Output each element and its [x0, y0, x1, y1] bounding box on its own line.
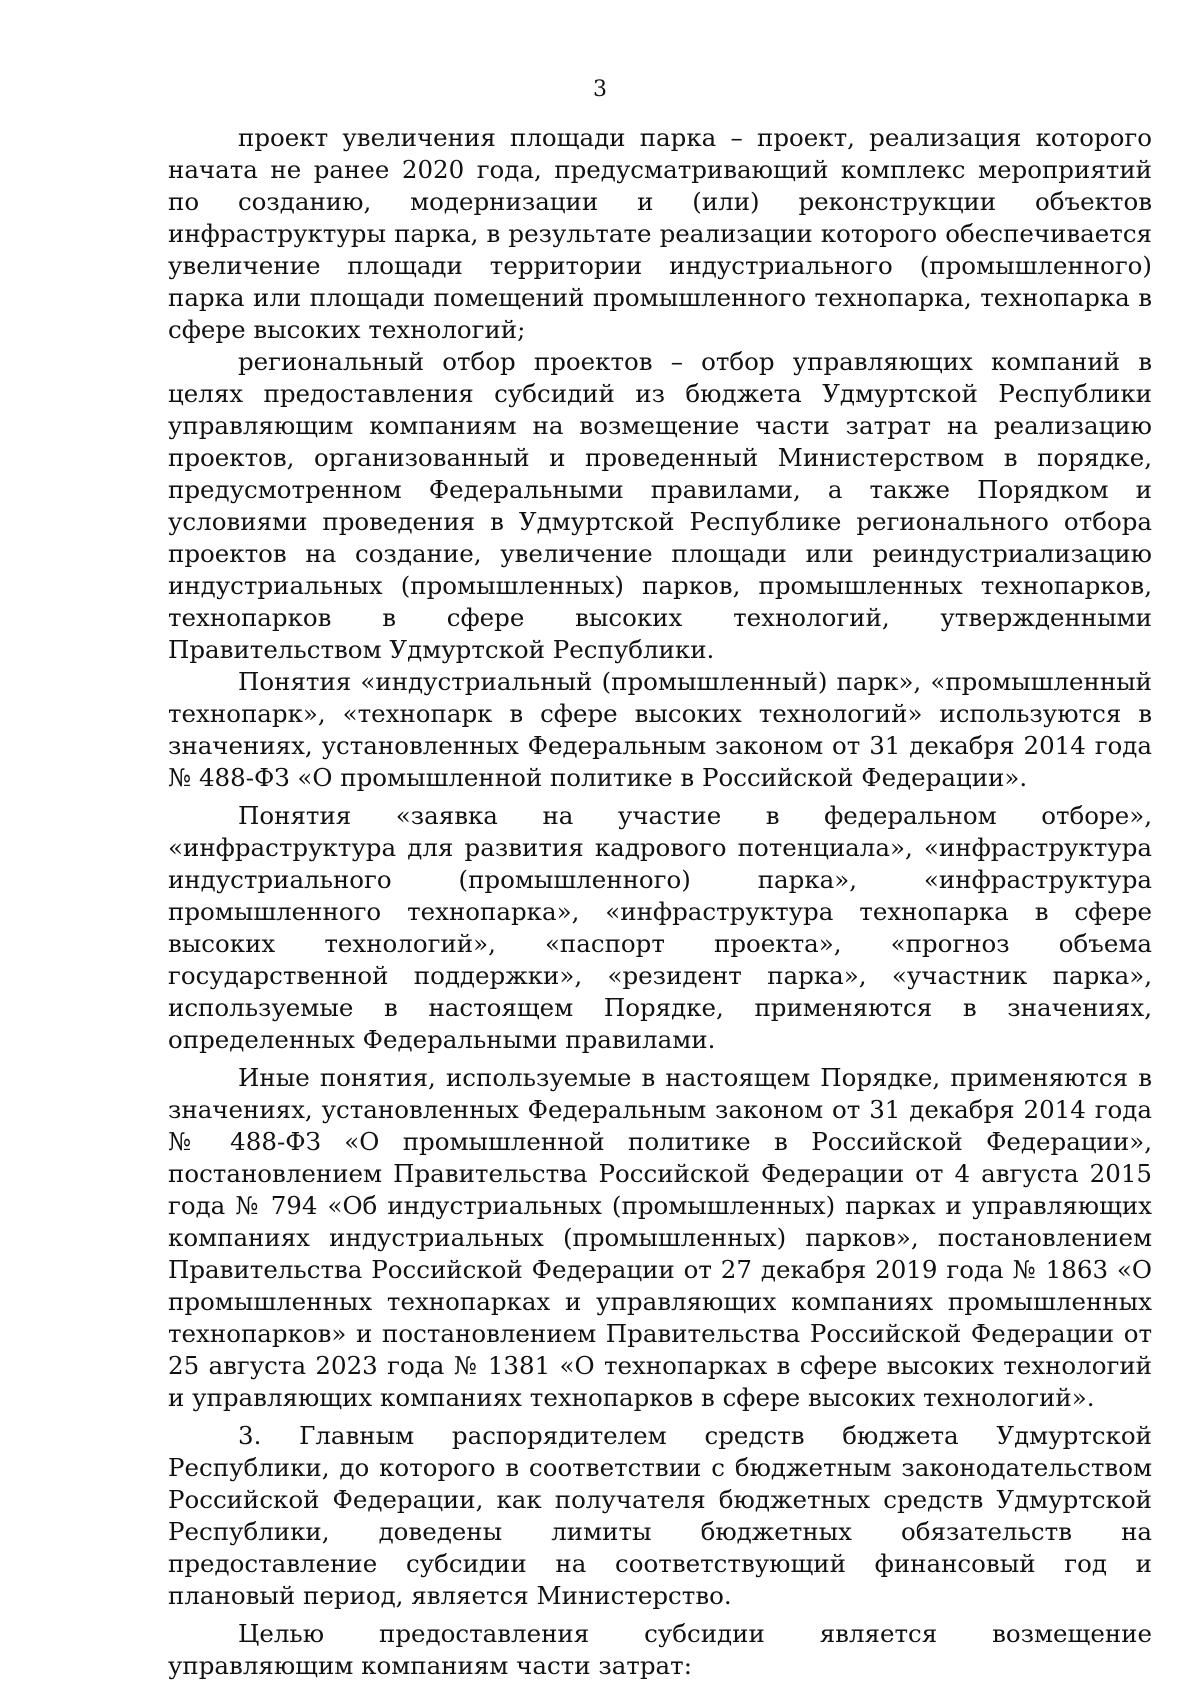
- paragraph-park-concepts: Понятия «индустриальный (промышленный) парк», «промышленный технопарк», «технопарк в сфере высоких технологий» используются в значениях, установленных Федеральным законом от 31 декабря 2014 года № 488-ФЗ «О промышленной политике в Российской Федерации».: [168, 667, 1152, 792]
- paragraph-federal-rules-concepts: Понятия «заявка на участие в федеральном отборе», «инфраструктура для развития кадрового потенциала», «инфраструктура индустриального (промышленного) парка», «инфраструктура промышленного технопарка», «инфраструктура технопарка в сфере высоких технологий», «паспорт проекта», «прогноз объема государственной поддержки», «резидент парка», «участник парка», используемые в настоящем Порядке, применяются в значениях, определенных Федеральными правилами.: [168, 801, 1152, 1054]
- paragraph-regional-selection: региональный отбор проектов – отбор управляющих компаний в целях предоставления субсидий из бюджета Удмуртской Республики управляющим компаниям на возмещение части затрат на реализацию проектов, организованный и проведенный Министерством в порядке, предусмотренном Федеральными правилами, а также Порядком и условиями проведения в Удмуртской Республике регионального отбора проектов на создание, увеличение площади или реиндустриализацию индустриальных (промышленных) парков, промышленных технопарков, технопарков в сфере высоких технологий, утвержденными Правительством Удмуртской Республики.: [168, 347, 1152, 664]
- document-body: [168, 122, 1152, 1682]
- paragraph-main-budget-manager: 3. Главным распорядителем средств бюджета Удмуртской Республики, до которого в соответствии с бюджетным законодательством Российской Федерации, как получателя бюджетных средств Удмуртской Республики, доведены лимиты бюджетных обязательств на предоставление субсидии на соответствующий финансовый год и плановый период, является Министерство.: [168, 1421, 1152, 1610]
- paragraph-park-area-project: проект увеличения площади парка – проект, реализация которого начата не ранее 2020 года, предусматривающий комплекс мероприятий по созданию, модернизации и (или) реконструкции объектов инфраструктуры парка, в результате реализации которого обеспечивается увеличение площади территории индустриального (промышленного) парка или площади помещений промышленного технопарка, технопарка в сфере высоких технологий;: [168, 123, 1152, 344]
- paragraph-other-concepts: Иные понятия, используемые в настоящем Порядке, применяются в значениях, установленных Федеральным законом от 31 декабря 2014 года № 488-ФЗ «О промышленной политике в Российской Федерации», постановлением Правительства Российской Федерации от 4 августа 2015 года № 794 «Об индустриальных (промышленных) парках и управляющих компаниях индустриальных (промышленных) парков», постановлением Правительства Российской Федерации от 27 декабря 2019 года № 1863 «О промышленных технопарках и управляющих компаниях промышленных технопарков» и постановлением Правительства Российской Федерации от 25 августа 2023 года № 1381 «О технопарках в сфере высоких технологий и управляющих компаниях технопарков в сфере высоких технологий».: [168, 1063, 1152, 1412]
- page-number: 3: [593, 77, 607, 102]
- paragraph-subsidy-purpose: Целью предоставления субсидии является возмещение управляющим компаниям части затрат:: [168, 1619, 1152, 1680]
